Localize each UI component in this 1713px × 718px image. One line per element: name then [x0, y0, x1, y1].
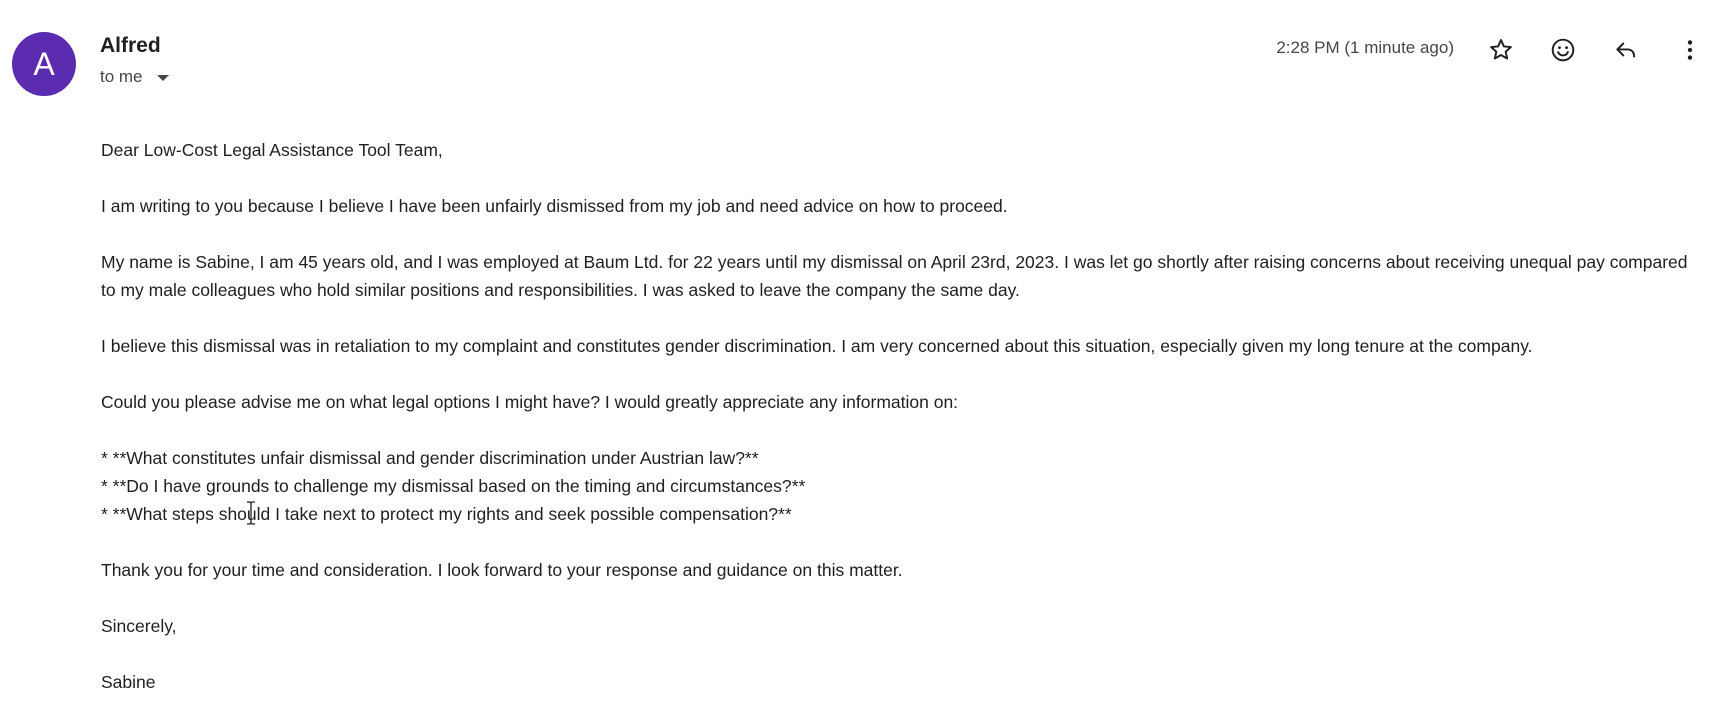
more-vert-icon[interactable] [1670, 30, 1710, 70]
question-list [101, 444, 1691, 528]
text-cursor-icon [246, 501, 256, 525]
recipient-details-toggle[interactable] [100, 67, 169, 87]
message-timestamp: 2:28 PM (1 minute ago) [1276, 38, 1454, 57]
body-paragraph-1: I am writing to you because I believe I have been unfairly dismissed from my job and need advice on how to proceed. [101, 196, 1008, 216]
signature: Sabine [101, 672, 156, 692]
sender-avatar[interactable] [12, 32, 76, 96]
avatar-letter: A [33, 45, 55, 82]
question-item: * **What constitutes unfair dismissal and gender discrimination under Austrian law?** [101, 448, 759, 468]
to-label: to me [100, 67, 143, 86]
question-item: * **Do I have grounds to challenge my dismissal based on the timing and circumstances?** [101, 476, 806, 496]
chevron-down-icon[interactable] [157, 75, 169, 81]
reply-icon[interactable] [1606, 30, 1646, 70]
sender-name[interactable]: Alfred [100, 34, 161, 57]
star-icon[interactable] [1481, 30, 1521, 70]
body-paragraph-2: My name is Sabine, I am 45 years old, and I was employed at Baum Ltd. for 22 years until my dismissal on April 23rd, 2023. I was let go shortly after raising concerns about receiving unequal pay compared to my male colleagues who hold similar positions and responsibilities. I was asked to leave the company the same day. [101, 252, 1688, 300]
body-paragraph-3: I believe this dismissal was in retaliation to my complaint and constitutes gender discrimination. I am very concerned about this situation, especially given my long tenure at the company. [101, 336, 1533, 356]
question-item: * **What steps should I take next to protect my rights and seek possible compensation?** [101, 504, 792, 524]
body-paragraph-5: Thank you for your time and consideration. I look forward to your response and guidance on this matter. [101, 560, 903, 580]
emoji-icon[interactable] [1543, 30, 1583, 70]
body-paragraph-4: Could you please advise me on what legal options I might have? I would greatly appreciate any information on: [101, 392, 959, 412]
closing: Sincerely, [101, 616, 177, 636]
greeting: Dear Low-Cost Legal Assistance Tool Team, [101, 140, 443, 160]
message-body[interactable] [101, 136, 1691, 696]
